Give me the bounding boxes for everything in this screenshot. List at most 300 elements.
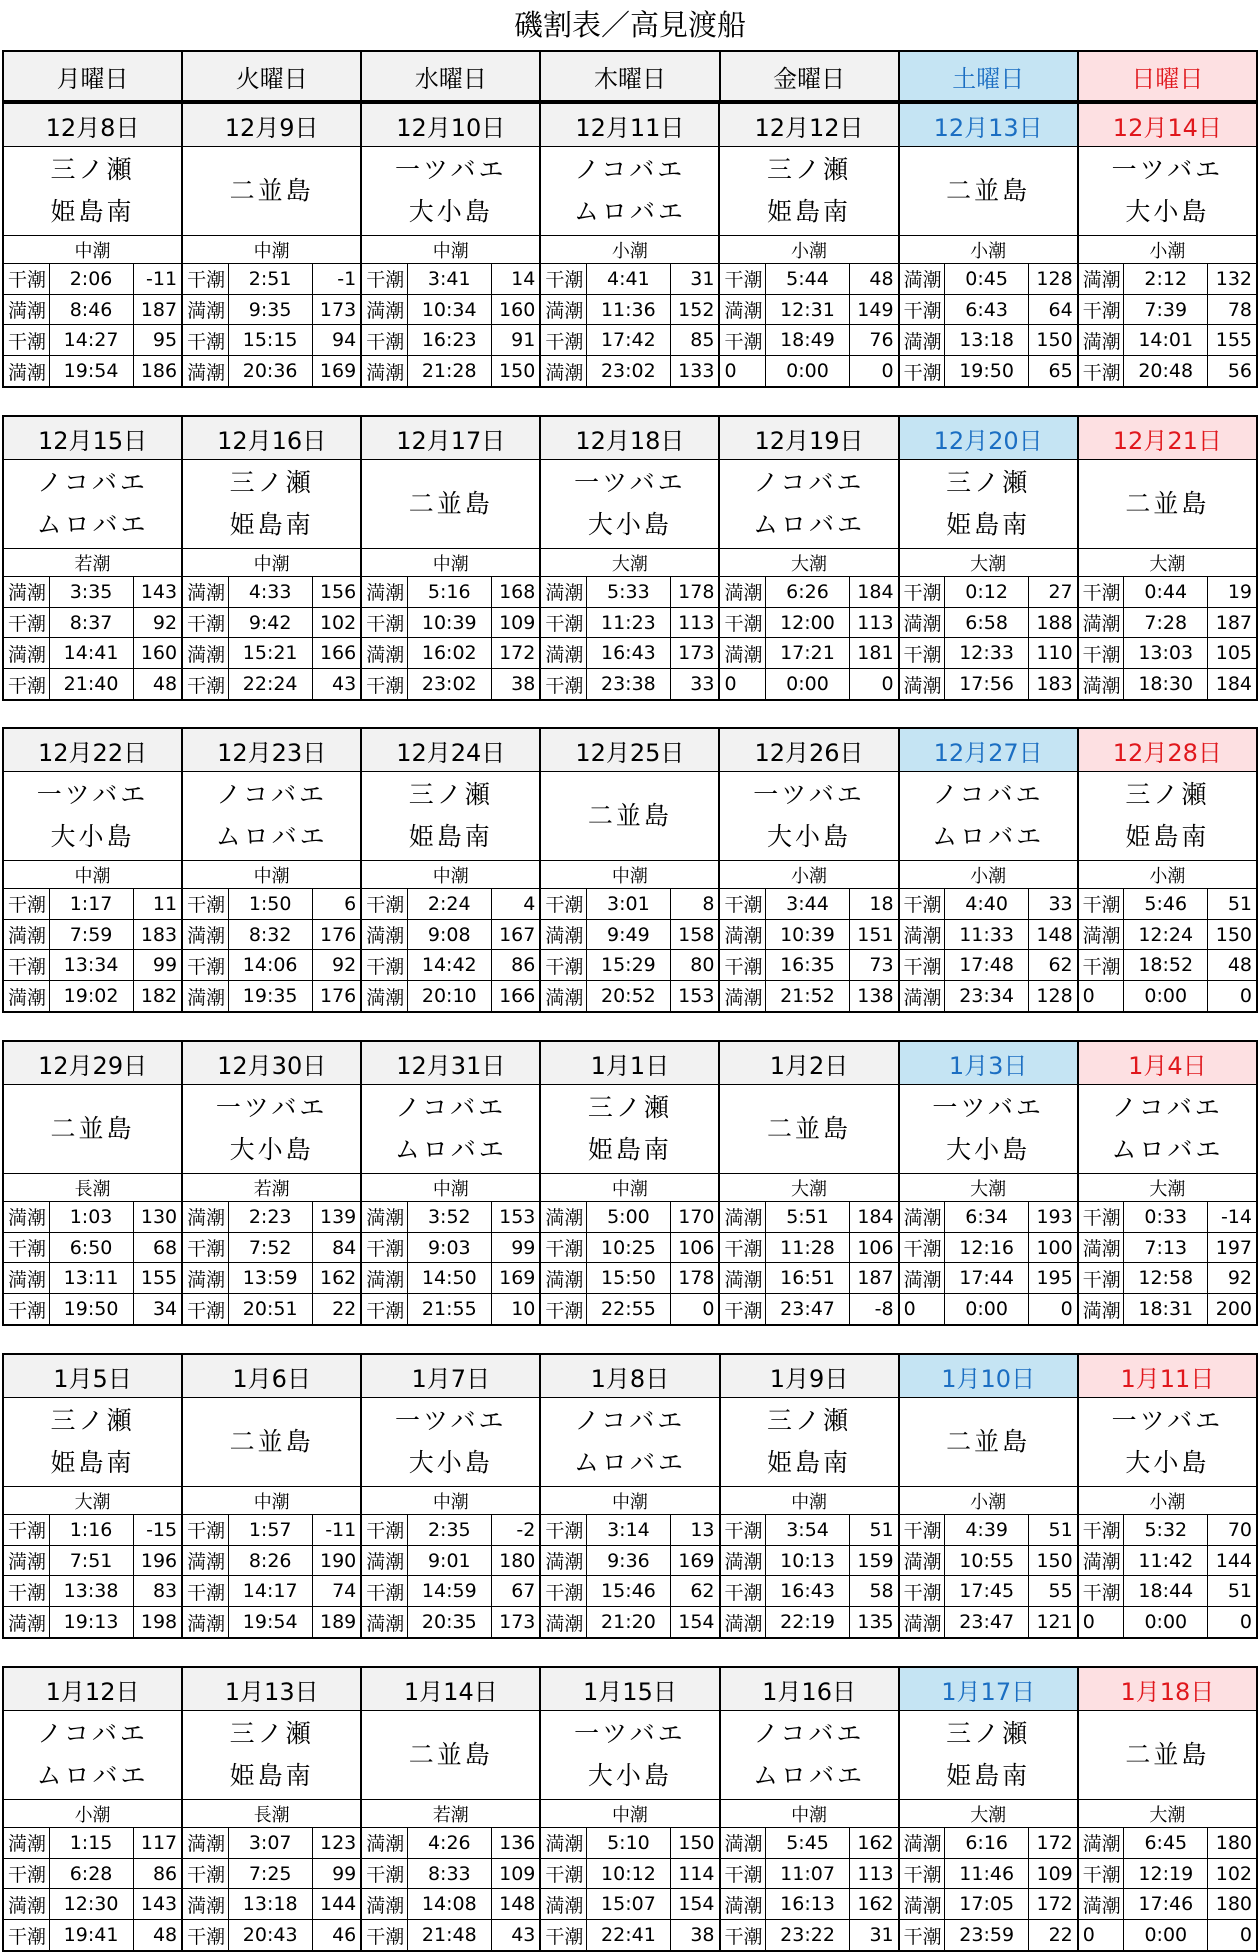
- day-date: 12月25日: [540, 728, 719, 772]
- tide-type: 満潮: [361, 1263, 407, 1294]
- tide-height: 172: [491, 638, 540, 669]
- tide-type: 干潮: [1078, 576, 1124, 607]
- tide-height: 159: [850, 1545, 899, 1576]
- tide-row: [3, 356, 1257, 387]
- weekday-header-row: [3, 51, 1257, 101]
- tide-height: 152: [670, 294, 719, 325]
- tide-time: 13:03: [1124, 638, 1208, 669]
- tide-height: 68: [133, 1232, 182, 1263]
- tide-time: 19:35: [228, 981, 312, 1012]
- tide-time: 17:21: [765, 638, 849, 669]
- tide-type: 満潮: [182, 919, 228, 950]
- tide-row: [3, 1263, 1257, 1294]
- tide-type: 満潮: [540, 1607, 586, 1638]
- tide-height: -14: [1208, 1201, 1257, 1232]
- tide-height: 148: [491, 1889, 540, 1920]
- tide-height: 187: [850, 1263, 899, 1294]
- tide-height: 34: [133, 1294, 182, 1325]
- tide-type: 0: [719, 669, 765, 700]
- tide-type: 干潮: [361, 1514, 407, 1545]
- day-date: 12月30日: [182, 1041, 361, 1085]
- tide-time: 7:25: [228, 1858, 312, 1889]
- tide-height: 166: [491, 981, 540, 1012]
- tide-phase: 小潮: [719, 861, 898, 889]
- tide-time: 3:01: [586, 888, 670, 919]
- fishing-spot-name: 二並島: [408, 1740, 493, 1770]
- tide-type: 干潮: [719, 1232, 765, 1263]
- tide-height: 10: [491, 1294, 540, 1325]
- tide-type: 干潮: [540, 950, 586, 981]
- tide-time: 2:12: [1124, 263, 1208, 294]
- tide-time: 2:06: [49, 263, 133, 294]
- tide-height: 70: [1208, 1514, 1257, 1545]
- day-date: 1月9日: [720, 1354, 899, 1398]
- tide-time: 5:46: [1124, 888, 1208, 919]
- tide-type: 満潮: [899, 1545, 945, 1576]
- tide-time: 5:51: [766, 1201, 850, 1232]
- fishing-spot-name: ノコバエ: [1111, 1093, 1223, 1123]
- tide-phase: 大潮: [1078, 1800, 1257, 1828]
- tide-height: 85: [670, 325, 719, 356]
- tide-time: 4:33: [228, 576, 312, 607]
- fishing-spot: [182, 460, 361, 549]
- week-table: [2, 1040, 1258, 1326]
- tide-time: 5:45: [766, 1827, 850, 1858]
- tide-type: 満潮: [1078, 263, 1124, 294]
- location-row: [3, 460, 1257, 549]
- tide-time: 15:21: [228, 638, 312, 669]
- tide-time: 17:45: [945, 1576, 1029, 1607]
- tide-type: 満潮: [3, 1607, 49, 1638]
- day-date: 1月17日: [899, 1667, 1078, 1711]
- tide-type: 0: [899, 1294, 945, 1325]
- tide-type: 満潮: [361, 1201, 407, 1232]
- tide-height: 169: [670, 1545, 719, 1576]
- tide-time: 20:35: [407, 1607, 491, 1638]
- tide-height: 148: [1029, 919, 1078, 950]
- tide-phase-row: [3, 1174, 1257, 1202]
- tide-height: 51: [1208, 1576, 1257, 1607]
- tide-height: 62: [670, 1576, 719, 1607]
- tide-time: 8:46: [49, 294, 133, 325]
- tide-height: 187: [1208, 607, 1257, 638]
- tide-time: 19:54: [228, 1607, 312, 1638]
- tide-time: 21:48: [407, 1920, 491, 1951]
- fishing-spot-name: 三ノ瀬: [946, 468, 1031, 498]
- tide-height: 162: [850, 1889, 899, 1920]
- tide-time: 13:18: [945, 325, 1029, 356]
- tide-height: 0: [1208, 1920, 1257, 1951]
- tide-type: 干潮: [3, 607, 49, 638]
- day-date: 12月16日: [182, 416, 361, 460]
- tide-height: 155: [133, 1263, 182, 1294]
- fishing-spot-name: ムロバエ: [36, 510, 149, 540]
- tide-row: [3, 1201, 1257, 1232]
- tide-height: 95: [133, 325, 182, 356]
- fishing-spot: [361, 147, 540, 236]
- tide-type: 干潮: [540, 1858, 586, 1889]
- tide-time: 3:07: [228, 1827, 312, 1858]
- tide-time: 19:13: [49, 1607, 133, 1638]
- tide-time: 17:05: [945, 1889, 1029, 1920]
- tide-height: 19: [1208, 576, 1257, 607]
- tide-type: 干潮: [1078, 638, 1124, 669]
- tide-row: [3, 263, 1257, 294]
- tide-type: 満潮: [361, 294, 407, 325]
- tide-phase: 中潮: [720, 1800, 899, 1828]
- tide-type: 満潮: [361, 1607, 407, 1638]
- tide-time: 10:34: [407, 294, 491, 325]
- tide-height: 130: [133, 1201, 182, 1232]
- tide-time: 12:24: [1124, 919, 1208, 950]
- fishing-spot: [1078, 1711, 1257, 1800]
- fishing-spot-name: 大小島: [408, 1448, 493, 1478]
- fishing-spot-name: 姫島南: [767, 1448, 852, 1478]
- tide-type: 干潮: [540, 1920, 586, 1951]
- tide-height: 184: [1208, 669, 1257, 700]
- tide-height: 144: [1208, 1545, 1257, 1576]
- tide-type: 満潮: [1078, 1294, 1124, 1325]
- day-date: 1月11日: [1078, 1354, 1257, 1398]
- tide-phase: 中潮: [182, 549, 361, 577]
- tide-phase: 小潮: [899, 236, 1078, 264]
- fishing-spot-name: ノコバエ: [753, 1719, 865, 1749]
- tide-type: 満潮: [361, 1889, 407, 1920]
- tide-time: 19:02: [49, 981, 133, 1012]
- weekday-saturday: 土曜日: [899, 51, 1078, 101]
- tide-height: 114: [670, 1858, 719, 1889]
- tide-height: 106: [850, 1232, 899, 1263]
- tide-height: 51: [1208, 888, 1257, 919]
- tide-height: 56: [1208, 356, 1257, 387]
- tide-time: 6:45: [1124, 1827, 1208, 1858]
- fishing-spot: [899, 1398, 1078, 1487]
- tide-type: 満潮: [3, 1201, 49, 1232]
- fishing-spot: [899, 772, 1078, 861]
- tide-height: -8: [850, 1294, 899, 1325]
- tide-height: 13: [670, 1514, 719, 1545]
- tide-height: 162: [312, 1263, 361, 1294]
- tide-height: 128: [1029, 263, 1078, 294]
- tide-type: 干潮: [361, 1294, 407, 1325]
- tide-time: 0:12: [945, 576, 1029, 607]
- tide-height: 133: [670, 356, 719, 387]
- day-date: 1月14日: [361, 1667, 540, 1711]
- fishing-spot-name: 姫島南: [229, 510, 314, 540]
- tide-type: 満潮: [182, 1607, 228, 1638]
- tide-type: 干潮: [182, 1232, 228, 1263]
- fishing-spot: [361, 460, 540, 549]
- tide-height: 181: [850, 638, 899, 669]
- fishing-spot: [899, 147, 1078, 236]
- tide-time: 23:34: [945, 981, 1029, 1012]
- tide-time: 10:25: [586, 1232, 670, 1263]
- tide-type: 満潮: [899, 1263, 945, 1294]
- fishing-spot-name: 三ノ瀬: [1125, 780, 1210, 810]
- tide-type: 満潮: [1078, 1827, 1124, 1858]
- tide-time: 9:03: [407, 1232, 491, 1263]
- tide-type: 0: [1078, 981, 1124, 1012]
- tide-type: 満潮: [540, 981, 586, 1012]
- day-date: 12月23日: [182, 728, 361, 772]
- tide-time: 16:23: [407, 325, 491, 356]
- tide-time: 21:52: [765, 981, 849, 1012]
- tide-height: 150: [1029, 325, 1078, 356]
- tide-type: 干潮: [361, 1576, 407, 1607]
- fishing-spot: [1078, 460, 1257, 549]
- fishing-spot-name: 姫島南: [229, 1761, 314, 1791]
- day-date: 12月28日: [1078, 728, 1257, 772]
- tide-type: 満潮: [899, 607, 945, 638]
- tide-time: 13:18: [228, 1889, 312, 1920]
- location-row: [3, 147, 1257, 236]
- tide-phase: 大潮: [540, 549, 719, 577]
- tide-height: 128: [1029, 981, 1078, 1012]
- tide-phase-row: [3, 861, 1257, 889]
- tide-phase: 小潮: [540, 236, 719, 264]
- tide-time: 20:51: [228, 1294, 312, 1325]
- fishing-spot-name: 一ツバエ: [36, 780, 149, 810]
- tide-type: 干潮: [361, 325, 407, 356]
- day-date: 1月18日: [1078, 1667, 1257, 1711]
- tide-height: 22: [312, 1294, 361, 1325]
- tide-time: 20:43: [228, 1920, 312, 1951]
- tide-height: 109: [491, 1858, 540, 1889]
- tide-type: 干潮: [899, 1858, 945, 1889]
- tide-time: 10:55: [945, 1545, 1029, 1576]
- tide-time: 8:33: [407, 1858, 491, 1889]
- tide-phase: 大潮: [899, 1800, 1078, 1828]
- day-date: 12月24日: [361, 728, 540, 772]
- tide-phase-row: [3, 1800, 1257, 1828]
- tide-type: 干潮: [899, 950, 945, 981]
- tide-time: 8:37: [49, 607, 133, 638]
- tide-phase: 中潮: [361, 861, 540, 889]
- week-table: [2, 1353, 1258, 1639]
- tide-time: 22:24: [228, 669, 312, 700]
- tide-type: 満潮: [899, 919, 945, 950]
- tide-height: 150: [1208, 919, 1257, 950]
- tide-time: 23:47: [766, 1294, 850, 1325]
- tide-type: 干潮: [3, 1514, 49, 1545]
- fishing-spot-name: 姫島南: [50, 197, 135, 227]
- tide-type: 干潮: [540, 263, 586, 294]
- tide-height: 143: [133, 576, 182, 607]
- tide-height: 86: [133, 1858, 182, 1889]
- tide-height: 172: [1029, 1889, 1078, 1920]
- tide-type: 干潮: [361, 1232, 407, 1263]
- fishing-spot: [540, 147, 719, 236]
- tide-time: 17:44: [945, 1263, 1029, 1294]
- tide-phase: 大潮: [719, 549, 898, 577]
- tide-time: 0:00: [1124, 1607, 1208, 1638]
- tide-phase-row: [3, 1487, 1257, 1515]
- day-date: 12月13日: [899, 103, 1078, 147]
- tide-height: 183: [133, 919, 182, 950]
- fishing-spot: [3, 1711, 182, 1800]
- tide-time: 20:52: [586, 981, 670, 1012]
- fishing-spot-name: 大小島: [587, 1761, 672, 1791]
- tide-height: 180: [491, 1545, 540, 1576]
- tide-height: -11: [133, 263, 182, 294]
- tide-type: 満潮: [899, 1827, 945, 1858]
- tide-time: 11:28: [766, 1232, 850, 1263]
- tide-row: [3, 1920, 1257, 1951]
- tide-row: [3, 669, 1257, 700]
- tide-height: 18: [850, 888, 899, 919]
- tide-height: 178: [670, 576, 719, 607]
- fishing-spot-name: 姫島南: [766, 197, 851, 227]
- tide-time: 12:19: [1124, 1858, 1208, 1889]
- tide-time: 14:06: [228, 950, 312, 981]
- fishing-spot: [720, 1398, 899, 1487]
- tide-phase: 小潮: [1078, 1487, 1257, 1515]
- fishing-spot-name: 一ツバエ: [215, 1093, 328, 1123]
- tide-type: 干潮: [540, 888, 586, 919]
- tide-time: 4:40: [945, 888, 1029, 919]
- fishing-spot-name: 姫島南: [587, 1135, 672, 1165]
- tide-row: [3, 294, 1257, 325]
- tide-phase: 小潮: [1078, 861, 1257, 889]
- fishing-spot-name: 大小島: [766, 822, 851, 852]
- fishing-spot: [719, 147, 898, 236]
- tide-type: 干潮: [1078, 950, 1124, 981]
- tide-time: 23:47: [945, 1607, 1029, 1638]
- day-date: 12月22日: [3, 728, 182, 772]
- fishing-spot: [361, 1085, 540, 1174]
- fishing-spot: [3, 460, 182, 549]
- tide-type: 満潮: [361, 981, 407, 1012]
- tide-time: 3:41: [407, 263, 491, 294]
- tide-time: 5:44: [765, 263, 849, 294]
- fishing-spot: [1078, 147, 1257, 236]
- tide-height: 31: [670, 263, 719, 294]
- tide-row: [3, 1294, 1257, 1325]
- tide-type: 干潮: [182, 950, 228, 981]
- tide-type: 満潮: [182, 981, 228, 1012]
- tide-time: 17:48: [945, 950, 1029, 981]
- tide-type: 干潮: [540, 1576, 586, 1607]
- tide-type: 満潮: [3, 638, 49, 669]
- tide-type: 満潮: [1078, 325, 1124, 356]
- tide-time: 14:50: [407, 1263, 491, 1294]
- fishing-spot-name: 二並島: [946, 176, 1031, 206]
- day-date: 12月29日: [3, 1041, 182, 1085]
- tide-time: 9:49: [586, 919, 670, 950]
- tide-height: 113: [670, 607, 719, 638]
- fishing-spot-name: 大小島: [1125, 1448, 1210, 1478]
- tide-height: 155: [1208, 325, 1257, 356]
- tide-type: 干潮: [182, 669, 228, 700]
- tide-phase: 小潮: [719, 236, 898, 264]
- tide-height: 4: [491, 888, 540, 919]
- tide-time: 12:16: [945, 1232, 1029, 1263]
- day-date: 12月27日: [899, 728, 1078, 772]
- tide-phase: 中潮: [540, 1800, 719, 1828]
- location-row: [3, 772, 1257, 861]
- tide-height: 169: [312, 356, 361, 387]
- tide-height: 169: [491, 1263, 540, 1294]
- tide-height: 187: [133, 294, 182, 325]
- tide-type: 干潮: [3, 325, 49, 356]
- tide-type: 干潮: [720, 1920, 766, 1951]
- tide-height: 0: [850, 669, 899, 700]
- tide-phase: 小潮: [899, 1487, 1078, 1515]
- tide-time: 6:26: [765, 576, 849, 607]
- tide-phase: 中潮: [182, 861, 361, 889]
- tide-time: 2:51: [228, 263, 312, 294]
- tide-type: 干潮: [899, 1514, 945, 1545]
- tide-phase: 中潮: [720, 1487, 899, 1515]
- fishing-spot-name: ムロバエ: [394, 1135, 507, 1165]
- tide-height: 48: [133, 669, 182, 700]
- tide-time: 12:33: [945, 638, 1029, 669]
- day-date: 1月13日: [182, 1667, 361, 1711]
- tide-type: 満潮: [719, 981, 765, 1012]
- tide-time: 4:26: [407, 1827, 491, 1858]
- tide-row: [3, 1576, 1257, 1607]
- tide-type: 満潮: [540, 1201, 586, 1232]
- fishing-spot: [899, 1711, 1078, 1800]
- tide-height: 22: [1029, 1920, 1078, 1951]
- tide-time: 16:13: [766, 1889, 850, 1920]
- date-row: [3, 103, 1257, 147]
- tide-time: 14:42: [407, 950, 491, 981]
- weekday-wednesday: 水曜日: [361, 51, 540, 101]
- tide-type: 満潮: [182, 1263, 228, 1294]
- tide-type: 干潮: [182, 1294, 228, 1325]
- fishing-spot-name: 三ノ瀬: [587, 1093, 672, 1123]
- tide-time: 3:44: [765, 888, 849, 919]
- week-table: [2, 1666, 1258, 1952]
- tide-type: 干潮: [361, 1920, 407, 1951]
- fishing-spot: [1078, 1398, 1257, 1487]
- tide-height: 150: [1029, 1545, 1078, 1576]
- tide-type: 干潮: [1078, 294, 1124, 325]
- tide-type: 干潮: [899, 356, 945, 387]
- tide-height: 188: [1029, 607, 1078, 638]
- tide-phase: 小潮: [3, 1800, 182, 1828]
- tide-phase: 長潮: [182, 1800, 361, 1828]
- tide-time: 10:39: [765, 919, 849, 950]
- tide-height: 178: [670, 1263, 719, 1294]
- tide-phase: 大潮: [719, 1174, 898, 1202]
- tide-type: 干潮: [1078, 1858, 1124, 1889]
- day-date: 12月19日: [719, 416, 898, 460]
- tide-height: 135: [850, 1607, 899, 1638]
- fishing-spot: [361, 1398, 540, 1487]
- fishing-spot-name: 三ノ瀬: [767, 1406, 852, 1436]
- tide-time: 11:46: [945, 1858, 1029, 1889]
- fishing-spot: [3, 1085, 182, 1174]
- tide-height: 43: [491, 1920, 540, 1951]
- tide-type: 満潮: [361, 919, 407, 950]
- fishing-spot-name: ムロバエ: [752, 510, 865, 540]
- tide-time: 23:02: [407, 669, 491, 700]
- fishing-spot: [361, 1711, 540, 1800]
- tide-height: 64: [1029, 294, 1078, 325]
- tide-height: 162: [850, 1827, 899, 1858]
- tide-type: 満潮: [182, 356, 228, 387]
- tide-height: 86: [491, 950, 540, 981]
- tide-type: 干潮: [720, 1858, 766, 1889]
- tide-type: 満潮: [182, 638, 228, 669]
- tide-height: 143: [133, 1889, 182, 1920]
- tide-height: 33: [670, 669, 719, 700]
- tide-time: 0:33: [1124, 1201, 1208, 1232]
- tide-time: 15:29: [586, 950, 670, 981]
- tide-type: 干潮: [3, 669, 49, 700]
